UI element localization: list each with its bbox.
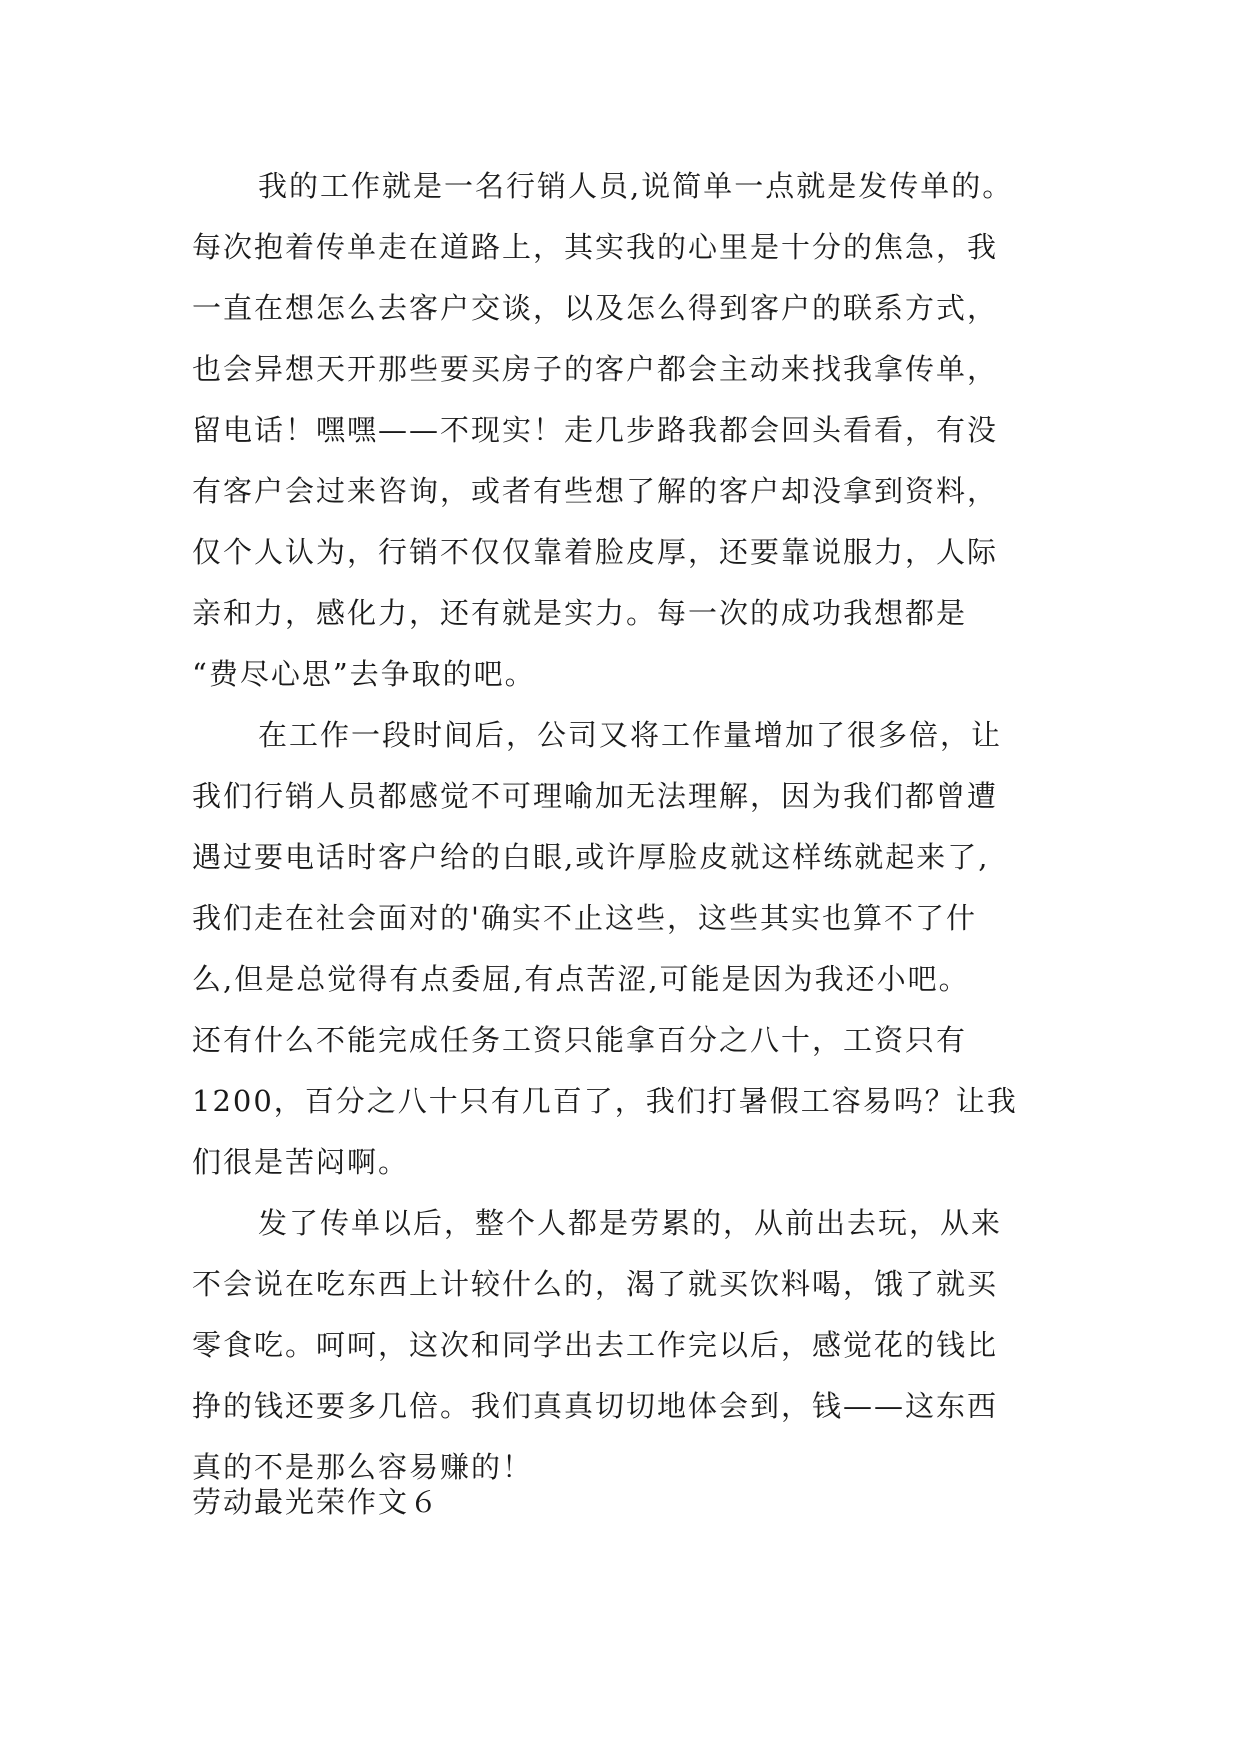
text-line: 们很是苦闷啊。 (192, 1145, 410, 1179)
text-line: 还有什么不能完成任务工资只能拿百分之八十，工资只有 (192, 1023, 968, 1057)
text-line: 不会说在吃东西上计较什么的，渴了就买饮料喝，饿了就买 (192, 1267, 999, 1301)
text-line: 我的工作就是一名行销人员,说简单一点就是发传单的。 (258, 169, 1014, 203)
text-line: 么,但是总觉得有点委屈,有点苦涩,可能是因为我还小吧。 (192, 962, 970, 996)
text-line: “费尽心思”去争取的吧。 (192, 657, 536, 691)
text-line: 留电话！嘿嘿——不现实！走几步路我都会回头看看，有没 (192, 413, 999, 447)
text-line: 真的不是那么容易赚的！ (192, 1450, 534, 1484)
text-line: 我们行销人员都感觉不可理喻加无法理解，因为我们都曾遭 (192, 779, 999, 813)
text-line: 一直在想怎么去客户交谈，以及怎么得到客户的联系方式， (192, 291, 999, 325)
text-line: 挣的钱还要多几倍。我们真真切切地体会到，钱——这东西 (192, 1389, 999, 1423)
document-body (192, 156, 1052, 1498)
text-line: 仅个人认为，行销不仅仅靠着脸皮厚，还要靠说服力，人际 (192, 535, 999, 569)
paragraph-2 (192, 705, 1052, 1193)
text-line: 亲和力，感化力，还有就是实力。每一次的成功我想都是 (192, 596, 968, 630)
text-line: 零食吃。呵呵，这次和同学出去工作完以后，感觉花的钱比 (192, 1328, 999, 1362)
text-line: 1200，百分之八十只有几百了，我们打暑假工容易吗？让我 (192, 1084, 1018, 1118)
text-line: 也会异想天开那些要买房子的客户都会主动来找我拿传单， (192, 352, 999, 386)
text-line: 发了传单以后，整个人都是劳累的，从前出去玩，从来 (258, 1206, 1003, 1240)
section-heading: 劳动最光荣作文６ (192, 1485, 441, 1519)
paragraph-3 (192, 1193, 1052, 1498)
paragraph-1 (192, 156, 1052, 705)
text-line: 每次抱着传单走在道路上，其实我的心里是十分的焦急，我 (192, 230, 999, 264)
text-line: 我们走在社会面对的'确实不止这些，这些其实也算不了什 (192, 901, 977, 935)
text-line: 有客户会过来咨询，或者有些想了解的客户却没拿到资料， (192, 474, 999, 508)
text-line: 遇过要电话时客户给的白眼,或许厚脸皮就这样练就起来了, (192, 840, 990, 874)
text-line: 在工作一段时间后，公司又将工作量增加了很多倍，让 (258, 718, 1003, 752)
